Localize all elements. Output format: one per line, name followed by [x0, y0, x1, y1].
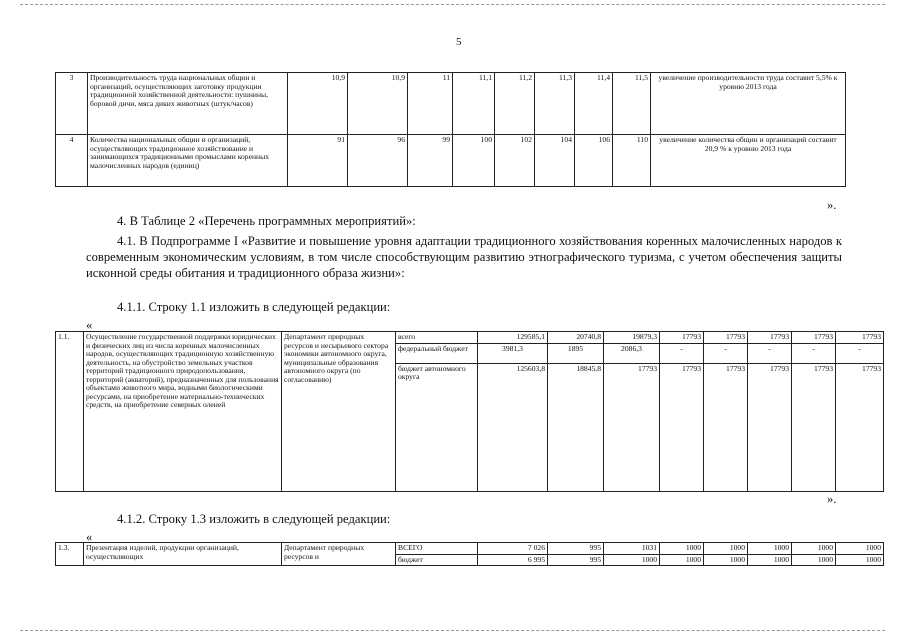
paragraph-4-1-2: 4.1.2. Строку 1.3 изложить в следующей редакции:: [117, 512, 391, 526]
indicator-name: Производительность труда национальных общин и организаций, осуществляющих заготовку продукции традиционной хозяйственной деятельности: пушнины, боровой дичи, мяса диких животных (штук/часов): [88, 73, 288, 135]
value-cell: 11,2: [495, 73, 535, 135]
value-cell: -: [836, 343, 884, 363]
value-cell: -: [704, 343, 748, 363]
value-cell: -: [792, 343, 836, 363]
measure-name: Презентация изделий, продукции организаций, осуществляющих: [84, 543, 282, 566]
value-cell: 11: [408, 73, 453, 135]
value-cell: 1000: [792, 543, 836, 555]
value-cell: 1000: [660, 543, 704, 555]
row-number: 1.3.: [56, 543, 84, 566]
source-label: бюджет автономного округа: [396, 363, 478, 491]
value-cell: 17793: [792, 332, 836, 344]
value-cell: 96: [348, 135, 408, 187]
value-cell: 1000: [704, 554, 748, 566]
value-cell: 1000: [792, 554, 836, 566]
value-cell: 102: [495, 135, 535, 187]
expected-result: увеличение количества общин и организаций составит 20,9 % к уровню 2013 года: [651, 135, 846, 187]
opening-quote: «: [86, 530, 93, 544]
value-cell: 129585,1: [478, 332, 548, 344]
paragraph-4-1-1: 4.1.1. Строку 1.1 изложить в следующей редакции:: [117, 300, 391, 314]
source-label: бюджет: [396, 554, 478, 566]
value-cell: 1000: [704, 543, 748, 555]
measures-table-row-1-1: [55, 331, 884, 492]
value-cell: 17793: [660, 363, 704, 491]
value-cell: 20740,8: [548, 332, 604, 344]
value-cell: 1000: [836, 554, 884, 566]
value-cell: -: [748, 343, 792, 363]
value-cell: 11,3: [535, 73, 575, 135]
value-cell: 1000: [836, 543, 884, 555]
value-cell: 110: [613, 135, 651, 187]
value-cell: 100: [453, 135, 495, 187]
row-number: 3: [56, 73, 88, 135]
value-cell: 91: [288, 135, 348, 187]
table-row: [56, 543, 884, 555]
value-cell: 1000: [604, 554, 660, 566]
value-cell: 3981,3: [478, 343, 548, 363]
value-cell: 17793: [704, 363, 748, 491]
bottom-scan-edge: [20, 630, 885, 631]
value-cell: 104: [535, 135, 575, 187]
value-cell: 1000: [660, 554, 704, 566]
page-number: 5: [456, 36, 462, 48]
paragraph-4: 4. В Таблице 2 «Перечень программных мероприятий»:: [117, 214, 416, 228]
value-cell: 17793: [704, 332, 748, 344]
value-cell: 18845,8: [548, 363, 604, 491]
value-cell: 995: [548, 543, 604, 555]
value-cell: 99: [408, 135, 453, 187]
value-cell: 2086,3: [604, 343, 660, 363]
value-cell: 1000: [748, 543, 792, 555]
value-cell: 10,9: [288, 73, 348, 135]
table-row: [56, 73, 846, 135]
value-cell: 11,4: [575, 73, 613, 135]
source-label: федеральный бюджет: [396, 343, 478, 363]
value-cell: 106: [575, 135, 613, 187]
value-cell: 1000: [748, 554, 792, 566]
opening-quote: «: [86, 318, 93, 332]
value-cell: 17793: [748, 363, 792, 491]
value-cell: 10,9: [348, 73, 408, 135]
table-row: [56, 135, 846, 187]
source-label: всего: [396, 332, 478, 344]
value-cell: 6 995: [478, 554, 548, 566]
value-cell: 11,1: [453, 73, 495, 135]
measures-table-row-1-3: [55, 542, 884, 566]
closing-quote: ».: [827, 492, 837, 506]
value-cell: 1895: [548, 343, 604, 363]
source-label: ВСЕГО: [396, 543, 478, 555]
value-cell: 1031: [604, 543, 660, 555]
closing-quote: ».: [827, 198, 837, 212]
value-cell: 125603,8: [478, 363, 548, 491]
value-cell: 17793: [836, 363, 884, 491]
value-cell: 7 026: [478, 543, 548, 555]
value-cell: 19879,3: [604, 332, 660, 344]
executor: Департамент природных ресурсов и несырьевого сектора экономики автономного округа, муниципальные образования автономного округа (по согласованию): [282, 332, 396, 492]
table-row: [56, 332, 884, 344]
indicator-name: Количества национальных общин и организаций, осуществляющих традиционное хозяйствование и занимающихся традиционными промыслами коренных малочисленных народов (единиц): [88, 135, 288, 187]
value-cell: 17793: [604, 363, 660, 491]
top-scan-edge: [20, 4, 885, 5]
measure-name: Осуществление государственной поддержки юридических и физических лиц из числа коренных малочисленных народов, осуществляющих традиционную хозяйственную деятельность, на обустройство земельных участков территорий традиционного природопользования, территорий (акваторий), предназначенных для пользования объектами животного мира, водными биологическими ресурсами, на приобретение материально-технических средств, на приобретение северных оленей: [84, 332, 282, 492]
value-cell: 17793: [792, 363, 836, 491]
value-cell: 17793: [748, 332, 792, 344]
value-cell: -: [660, 343, 704, 363]
executor: Департамент природных ресурсов и: [282, 543, 396, 566]
value-cell: 17793: [836, 332, 884, 344]
expected-result: увеличение производительности труда составит 5,5% к уровню 2013 года: [651, 73, 846, 135]
row-number: 4: [56, 135, 88, 187]
value-cell: 11,5: [613, 73, 651, 135]
value-cell: 995: [548, 554, 604, 566]
indicators-table: [55, 72, 846, 187]
row-number: 1.1.: [56, 332, 84, 492]
value-cell: 17793: [660, 332, 704, 344]
paragraph-4-1: 4.1. В Подпрограмме I «Развитие и повышение уровня адаптации традиционного хозяйствования коренных малочисленных народов к современным экономическим условиям, в том числе способствующим развитию этнографического туризма, с учетом обеспечения защиты исконной среды обитания и традиционного образа жизни»:: [86, 234, 842, 280]
